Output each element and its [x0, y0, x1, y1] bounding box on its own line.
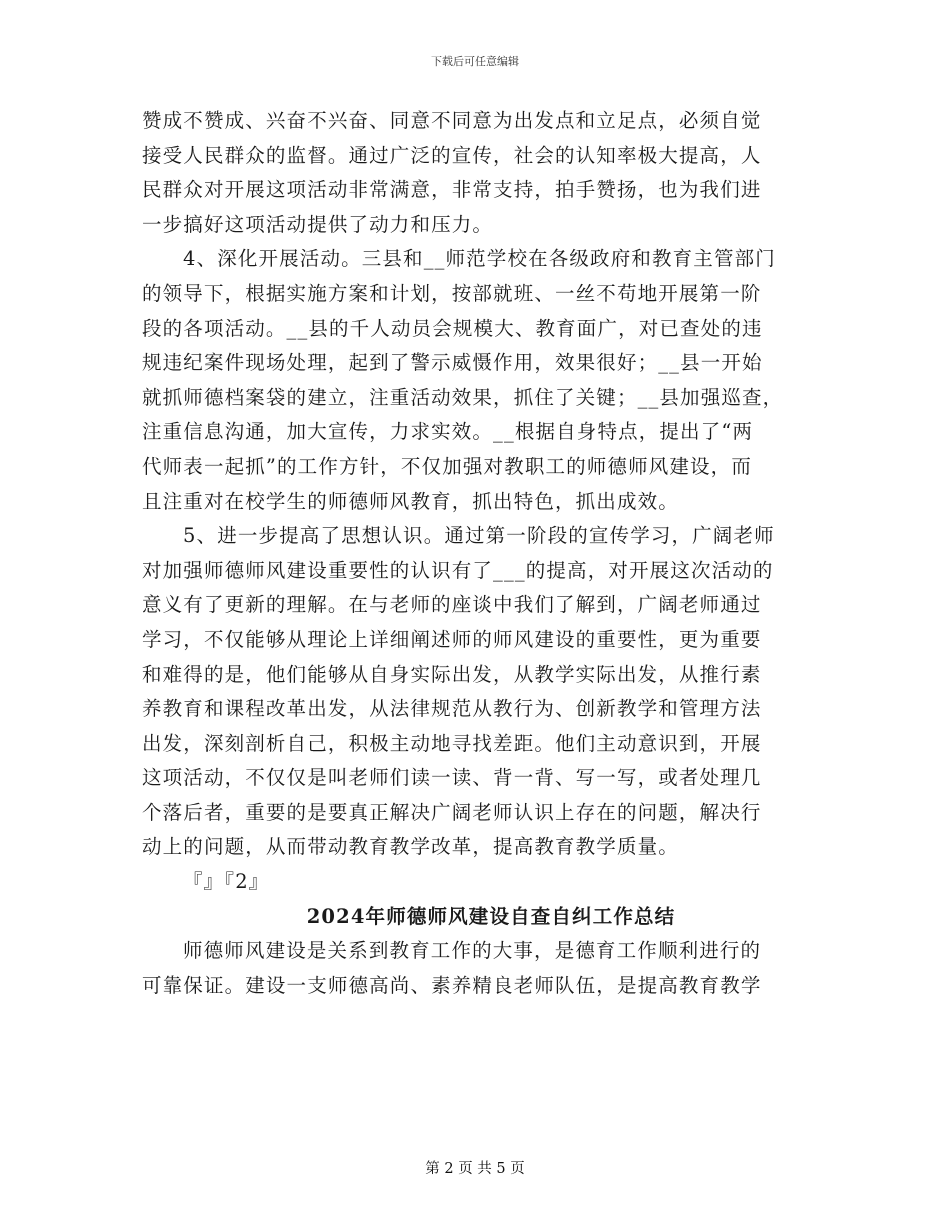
- text-line: 对加强师德师风建设重要性的认识有了___的提高，对开展这次活动的: [142, 558, 774, 582]
- text-line: 学习，不仅能够从理论上详细阐述师的师风建设的重要性，更为重要: [142, 627, 762, 651]
- text-line: 接受人民群众的监督。通过广泛的宣传，社会的认知率极大提高，人: [142, 143, 762, 167]
- page-footer: 第 2 页 共 5 页: [425, 1161, 525, 1177]
- document-body: [142, 104, 810, 1003]
- text-line: 和难得的是，他们能够从自身实际出发，从教学实际出发，从推行素: [142, 662, 762, 686]
- paragraph-start-line: 师德师风建设是关系到教育工作的大事，是德育工作顺利进行的: [183, 939, 762, 963]
- text-line: 且注重对在校学生的师德师风教育，抓出特色，抓出成效。: [142, 489, 679, 513]
- text-line: 个落后者，重要的是要真正解决广阔老师认识上存在的问题，解决行: [142, 800, 762, 824]
- text-line: 出发，深刻剖析自己，积极主动地寻找差距。他们主动意识到，开展: [142, 731, 762, 755]
- text-line: 可靠保证。建设一支师德高尚、素养精良老师队伍，是提高教育教学: [142, 973, 762, 997]
- text-line: 的领导下，根据实施方案和计划，按部就班、一丝不苟地开展第一阶: [142, 281, 762, 305]
- text-line: 就抓师德档案袋的建立，注重活动效果，抓住了关键；__县加强巡查，: [142, 385, 784, 409]
- text-line: 民群众对开展这项活动非常满意，非常支持，拍手赞扬，也为我们进: [142, 178, 762, 202]
- text-line: 养教育和课程改革出发，从法律规范从教行为、创新教学和管理方法: [142, 697, 762, 721]
- text-line: 段的各项活动。__县的千人动员会规模大、教育面广，对已查处的违: [142, 316, 763, 340]
- text-line: 这项活动，不仅仅是叫老师们读一读、背一背、写一写，或者处理几: [142, 766, 762, 790]
- section-heading: 2024年师德师风建设自查自纠工作总结: [306, 904, 676, 928]
- text-line: 注重信息沟通，加大宣传，力求实效。__根据自身特点，提出了“两: [142, 420, 754, 444]
- paragraph-start-line: 4、深化开展活动。三县和__师范学校在各级政府和教育主管部门: [183, 247, 776, 271]
- text-line: 规违纪案件现场处理，起到了警示威慑作用，效果很好；__县一开始: [142, 351, 763, 375]
- text-line: 动上的问题，从而带动教育教学改革，提高教育教学质量。: [142, 835, 679, 859]
- paragraph-start-line: 5、进一步提高了思想认识。通过第一阶段的宣传学习，广阔老师: [183, 524, 775, 548]
- text-line: 代师表一起抓”的工作方针，不仅加强对教职工的师德师风建设，而: [142, 454, 752, 478]
- text-line: 意义有了更新的理解。在与老师的座谈中我们了解到，广阔老师通过: [142, 593, 762, 617]
- text-line: 赞成不赞成、兴奋不兴奋、同意不同意为出发点和立足点，必须自觉: [142, 109, 762, 132]
- section-marker: 『』『2』: [183, 870, 270, 894]
- text-line: 一步搞好这项活动提供了动力和压力。: [142, 212, 494, 236]
- header-note: 下载后可任意编辑: [431, 55, 519, 68]
